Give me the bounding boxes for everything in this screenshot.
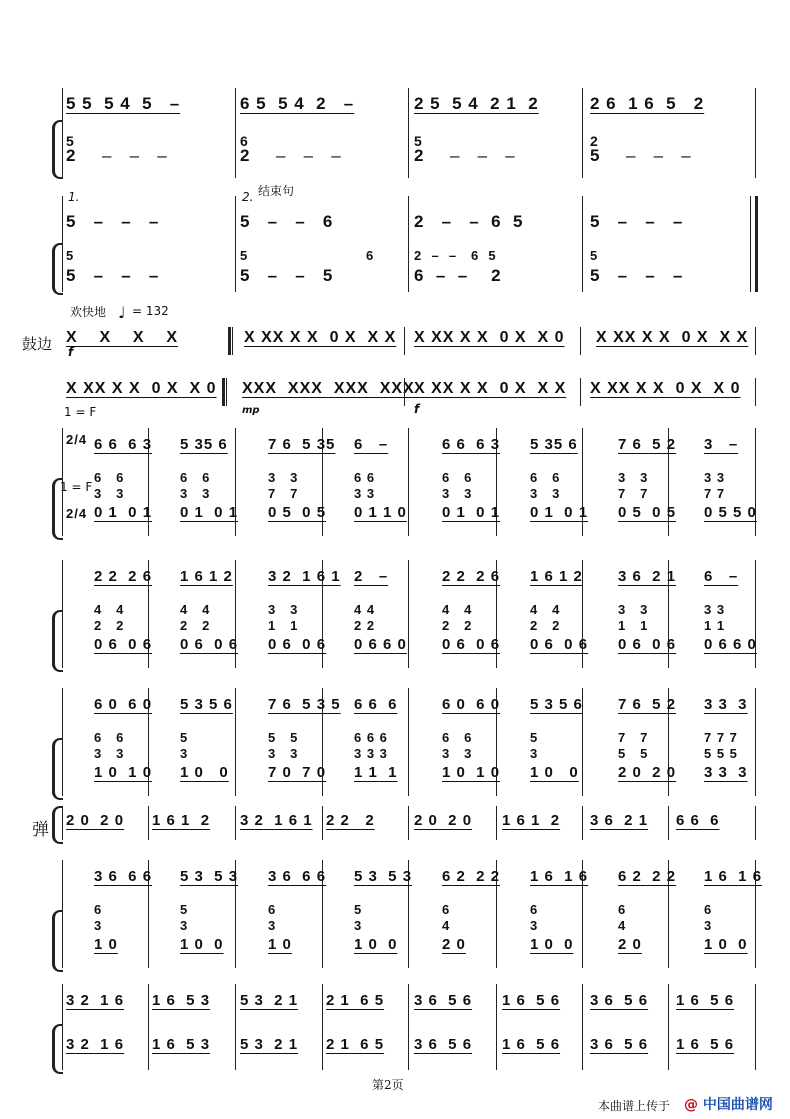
upper-measure: 5 35 6: [530, 436, 578, 453]
lower-bottom-note: 1 0 0: [180, 936, 224, 953]
upper-measure: 3 2 1 6 1: [268, 568, 341, 585]
lower-mid-note: 1 1: [618, 618, 649, 633]
upper-measure: 2 1 6 5: [326, 992, 385, 1009]
lower-measure: 3 2 1 6: [66, 1036, 125, 1053]
lower-top-note: 5: [530, 730, 539, 745]
lower-top-note: 5: [180, 902, 189, 917]
pluck-measure: 3 2 1 6 1: [240, 812, 313, 829]
bar-line: [408, 806, 409, 840]
upper-measure: 2 –: [354, 568, 389, 585]
lower-measure: 2 1 6 5: [326, 1036, 385, 1053]
bar-line: [235, 88, 236, 178]
drum-measure: X XX X X 0 X X X: [596, 329, 749, 346]
time-signature-lower: 2/4: [66, 506, 88, 521]
pluck-measure: 2 0 2 0: [414, 812, 473, 829]
upper-measure: 5 – – –: [66, 212, 160, 231]
upper-measure: 5 3 2 1: [240, 992, 299, 1009]
lower-bottom-note: 1 0: [94, 936, 118, 953]
system-brace: [52, 806, 63, 844]
lower-top-note: 3 3: [704, 602, 726, 617]
key-signature-a: 1 = F: [64, 405, 97, 419]
upper-measure: 5 35 6: [180, 436, 228, 453]
drum-label: 鼓边: [22, 335, 53, 353]
lower-top-note: 5: [180, 730, 189, 745]
drum-measure: X XX X X 0 X X X: [244, 329, 397, 346]
lower-top-note: 3 3: [268, 602, 299, 617]
bar-line: [408, 560, 409, 668]
lower-bottom-note: 2 0 2 0: [618, 764, 677, 781]
pluck-measure: 2 2 2: [326, 812, 375, 829]
lower-top-note: 3 3: [618, 470, 649, 485]
lower-bottom-note: 1 0 0: [354, 936, 398, 953]
bar-line: [755, 688, 756, 796]
bar-line: [235, 806, 236, 840]
lower-top-note: 6: [530, 902, 539, 917]
system-brace: [52, 243, 63, 295]
upper-measure: 6 0 6 0: [442, 696, 501, 713]
lower-bottom-note: 0 5 0 5: [618, 504, 677, 521]
lower-bottom-note: 1 0 1 0: [94, 764, 153, 781]
lower-mid-note: 3: [268, 918, 277, 933]
tempo-value: = 132: [132, 304, 169, 318]
bar-line: [750, 196, 751, 292]
lower-top-note: 3 3: [618, 602, 649, 617]
lower-mid-note: 3: [354, 918, 363, 933]
lower-bottom-note: 0 5 0 5: [268, 504, 327, 521]
lower-bottom-note: 0 6 0 6: [94, 636, 153, 653]
bar-line: [148, 984, 149, 1070]
upper-measure: 3 6 2 1: [618, 568, 677, 585]
lower-mid-note: 7 7: [704, 486, 726, 501]
bar-line: [322, 806, 323, 840]
lower-top-note: 6: [618, 902, 627, 917]
upper-measure: 2 2 2 6: [94, 568, 153, 585]
lower-bottom-note: 0 1 0 1: [530, 504, 589, 521]
lower-measure: 1 6 5 6: [676, 1036, 735, 1053]
bar-line: [235, 984, 236, 1070]
upper-measure: 6 2 2 2: [618, 868, 677, 885]
upper-measure: 6 6 6 3: [94, 436, 153, 453]
quarter-note-icon: ♩: [118, 303, 126, 322]
lower-bottom-note: 1 0 0: [180, 764, 229, 781]
lower-top-note: 6 6: [94, 470, 125, 485]
upper-measure: 1 6 5 3: [152, 992, 211, 1009]
lower-tail: – – –: [626, 146, 692, 165]
bar-line: [755, 88, 756, 178]
lower-bottom-note: 5 – – –: [66, 266, 160, 285]
site-logo: [684, 1094, 773, 1114]
upper-measure: 3 3 3: [704, 696, 748, 713]
drum-measure: X XX X X 0 X X X: [414, 380, 567, 397]
tempo-text: 欢快地: [70, 305, 107, 319]
lower-bottom-note: 1 0 0: [530, 764, 579, 781]
upper-measure: 3 6 5 6: [590, 992, 649, 1009]
upper-measure: 5 3 5 6: [530, 696, 583, 713]
lower-bottom-note: 0 6 0 6: [180, 636, 239, 653]
lower-top-note: 6 6: [354, 470, 376, 485]
bar-line: [408, 984, 409, 1070]
lower-mid-note: 7 7: [618, 486, 649, 501]
lower-bottom-note: 0 6 0 6: [442, 636, 501, 653]
lower-bottom-note: 0 1 0 1: [442, 504, 501, 521]
lower-top-note: 6: [442, 902, 451, 917]
lower-top-note: 6 6: [94, 730, 125, 745]
lower-mid-note: 3 3 3: [354, 746, 388, 761]
bar-line: [408, 428, 409, 536]
lower-top-note: 2 – – 6 5: [414, 248, 497, 263]
system-brace: [52, 910, 63, 972]
lower-mid-note: 3 3: [354, 486, 376, 501]
bar-line: [226, 378, 227, 406]
upper-measure: 3 –: [704, 436, 739, 453]
site-logo-text: 中国曲谱网: [702, 1097, 773, 1113]
bar-line: [755, 806, 756, 840]
bar-line: [582, 806, 583, 840]
upper-measure: 6 6 6: [354, 696, 398, 713]
lower-bottom-note: 0 6 0 6: [530, 636, 589, 653]
lower-tail: – – –: [276, 146, 342, 165]
pluck-measure: 2 0 2 0: [66, 812, 125, 829]
page-number: 第2页: [372, 1078, 404, 1092]
upper-measure: 2 – – 6 5: [414, 212, 524, 231]
upper-measure: 5 5 5 4 5 –: [66, 94, 181, 113]
upper-measure: 7 6 5 2: [618, 696, 677, 713]
lower-top-note: 6: [94, 902, 103, 917]
lower-mid-note: 2 2: [354, 618, 376, 633]
lower-top-note: 5 5: [268, 730, 299, 745]
lower-top-note: 5: [66, 133, 75, 149]
lower-bottom-note: 5 – – 5: [240, 266, 334, 285]
bar-line: [404, 327, 405, 355]
bar-line: [755, 378, 756, 406]
lower-top-note: 6: [240, 133, 249, 149]
lower-top-note: 6 6: [180, 470, 211, 485]
upper-measure: 1 6 1 6: [530, 868, 589, 885]
lower-mid-note: 3 3: [530, 486, 561, 501]
lower-top-note: 6: [268, 902, 277, 917]
lower-top-note: 4 4: [94, 602, 125, 617]
lower-mid-note: 3: [94, 918, 103, 933]
pluck-measure: 1 6 1 2: [502, 812, 561, 829]
lower-top-note: 5: [354, 902, 363, 917]
lower-bottom-note: 2 0: [618, 936, 642, 953]
system-brace: [52, 120, 63, 179]
lower-mid-note: 3 3: [180, 486, 211, 501]
lower-bottom-note: 2: [414, 146, 425, 165]
lower-bottom-note: 3 3 3: [704, 764, 748, 781]
lower-mid-note: 3 3: [94, 746, 125, 761]
lower-bottom-note: 0 6 6 0: [704, 636, 757, 653]
lower-top-note: 4 4: [354, 602, 376, 617]
lower-top-note: 6 6: [442, 730, 473, 745]
lower-top-note: 6 6: [442, 470, 473, 485]
logo-swirl-icon: @: [684, 1097, 698, 1113]
lower-top-note: 7 7 7: [704, 730, 738, 745]
lower-mid-note: 3: [180, 746, 189, 761]
lower-mid-note: 6: [366, 248, 375, 263]
lower-mid-note: 7 7: [268, 486, 299, 501]
lower-top-note: 7 7: [618, 730, 649, 745]
volta-1: 1.: [68, 190, 80, 204]
upper-measure: 3 6 6 6: [94, 868, 153, 885]
bar-line: [755, 984, 756, 1070]
system-brace: [52, 610, 63, 672]
lower-bottom-note: 6 – – 2: [414, 266, 502, 285]
drum-measure: X X X X: [66, 329, 179, 346]
upper-measure: 1 6 5 6: [676, 992, 735, 1009]
upper-measure: 1 6 1 2: [530, 568, 583, 585]
lower-mid-note: 3 3: [268, 746, 299, 761]
lower-top-note: 3 3: [704, 470, 726, 485]
upper-measure: 3 6 6 6: [268, 868, 327, 885]
bar-line: [755, 196, 758, 292]
lower-top-note: 4 4: [442, 602, 473, 617]
bar-line: [582, 196, 583, 292]
lower-bottom-note: 0 1 0 1: [94, 504, 153, 521]
pluck-measure: 6 6 6: [676, 812, 720, 829]
drum-measure: X XX X X 0 X X 0: [590, 380, 741, 397]
upper-measure: 5 3 5 3: [354, 868, 413, 885]
upper-measure: 1 6 1 2: [180, 568, 233, 585]
lower-mid-note: 3: [530, 918, 539, 933]
upper-measure: 6 6 6 3: [442, 436, 501, 453]
lower-bottom-note: 1 0 0: [704, 936, 748, 953]
lower-bottom-note: 0 6 0 6: [268, 636, 327, 653]
bar-line: [668, 806, 669, 840]
bar-line: [408, 88, 409, 178]
upper-measure: 7 6 5 2: [618, 436, 677, 453]
bar-line: [668, 984, 669, 1070]
pluck-measure: 3 6 2 1: [590, 812, 649, 829]
bar-line: [496, 806, 497, 840]
lower-bottom-note: 1 0 0: [530, 936, 574, 953]
lower-mid-note: 4: [442, 918, 451, 933]
lower-mid-note: 1 1: [704, 618, 726, 633]
upper-measure: 5 3 5 3: [180, 868, 239, 885]
pluck-label: 弹: [32, 820, 49, 840]
lower-bottom-note: 0 1 1 0: [354, 504, 407, 521]
upper-measure: 5 3 5 6: [180, 696, 233, 713]
key-signature-b: 1 = F: [60, 480, 93, 494]
lower-mid-note: 2 2: [94, 618, 125, 633]
bar-line: [580, 327, 581, 355]
upper-measure: 5 – – –: [590, 212, 684, 231]
dynamic-f: f: [68, 345, 74, 359]
time-signature: 2/4: [66, 432, 88, 447]
lower-top-note: 5: [590, 248, 599, 263]
bar-line: [496, 984, 497, 1070]
ending-phrase-label: 结束句: [258, 184, 295, 198]
lower-bottom-note: 1 0 1 0: [442, 764, 501, 781]
lower-top-note: 3 3: [268, 470, 299, 485]
dynamic-f-2: f: [414, 402, 420, 416]
lower-mid-note: 5 5 5: [704, 746, 738, 761]
lower-tail: – – –: [102, 146, 168, 165]
bar-line: [408, 196, 409, 292]
lower-bottom-note: 0 6 0 6: [618, 636, 677, 653]
bar-line: [232, 327, 233, 355]
upper-measure: 6 2 2 2: [442, 868, 501, 885]
bar-line: [755, 327, 756, 355]
system-brace: [52, 738, 63, 800]
lower-mid-note: 5 5: [618, 746, 649, 761]
lower-measure: 1 6 5 3: [152, 1036, 211, 1053]
lower-bottom-note: 7 0 7 0: [268, 764, 327, 781]
bar-line: [228, 327, 231, 355]
lower-bottom-note: 1 0: [268, 936, 292, 953]
lower-top-note: 2: [590, 133, 599, 149]
lower-top-note: 4 4: [180, 602, 211, 617]
pluck-measure: 1 6 1 2: [152, 812, 211, 829]
system-brace: [52, 1024, 63, 1074]
volta-2: 2.: [242, 190, 254, 204]
lower-mid-note: 2 2: [442, 618, 473, 633]
lower-bottom-note: 2: [66, 146, 77, 165]
bar-line: [582, 984, 583, 1070]
upper-measure: 3 6 5 6: [414, 992, 473, 1009]
lower-top-note: 5: [66, 248, 75, 263]
drum-measure: XXX XXX XXX XXX: [242, 380, 415, 397]
lower-top-note: 6 6 6: [354, 730, 388, 745]
lower-bottom-note: 0 6 6 0: [354, 636, 407, 653]
lower-bottom-note: 0 5 5 0: [704, 504, 757, 521]
upper-measure: 2 6 1 6 5 2: [590, 94, 705, 113]
lower-mid-note: 3: [180, 918, 189, 933]
upper-measure: 1 6 5 6: [502, 992, 561, 1009]
lower-top-note: 5: [240, 248, 249, 263]
upper-measure: 6 –: [704, 568, 739, 585]
lower-mid-note: 3: [530, 746, 539, 761]
bar-line: [235, 688, 236, 796]
bar-line: [408, 688, 409, 796]
lower-mid-note: 2 2: [180, 618, 211, 633]
lower-mid-note: 1 1: [268, 618, 299, 633]
lower-bottom-note: 0 1 0 1: [180, 504, 239, 521]
bar-line: [582, 88, 583, 178]
lower-mid-note: 3 3: [442, 486, 473, 501]
lower-bottom-note: 2 0: [442, 936, 466, 953]
upload-text: 本曲谱上传于: [598, 1099, 671, 1113]
bar-line: [222, 378, 225, 406]
upper-measure: 6 0 6 0: [94, 696, 153, 713]
upper-measure: 7 6 5 35: [268, 436, 336, 453]
lower-measure: 5 3 2 1: [240, 1036, 299, 1053]
drum-measure: X XX X X 0 X X 0: [66, 380, 217, 397]
upper-measure: 1 6 1 6: [704, 868, 763, 885]
lower-mid-note: 3 3: [94, 486, 125, 501]
upper-measure: 2 5 5 4 2 1 2: [414, 94, 539, 113]
lower-tail: – – –: [450, 146, 516, 165]
upper-measure: 2 2 2 6: [442, 568, 501, 585]
lower-top-note: 6: [704, 902, 713, 917]
lower-mid-note: 3: [704, 918, 713, 933]
bar-line: [235, 196, 236, 292]
lower-measure: 1 6 5 6: [502, 1036, 561, 1053]
lower-top-note: 4 4: [530, 602, 561, 617]
lower-bottom-note: 1 1 1: [354, 764, 398, 781]
lower-mid-note: 3 3: [442, 746, 473, 761]
upper-measure: 7 6 5 3 5: [268, 696, 341, 713]
upper-measure: 6 5 5 4 2 –: [240, 94, 355, 113]
lower-top-note: 5: [414, 133, 423, 149]
lower-top-note: 6 6: [530, 470, 561, 485]
upper-measure: 5 – – 6: [240, 212, 334, 231]
bar-line: [322, 984, 323, 1070]
lower-bottom-note: 2: [240, 146, 251, 165]
lower-measure: 3 6 5 6: [590, 1036, 649, 1053]
lower-mid-note: 4: [618, 918, 627, 933]
upper-measure: 6 –: [354, 436, 389, 453]
bar-line: [148, 806, 149, 840]
lower-measure: 3 6 5 6: [414, 1036, 473, 1053]
lower-bottom-note: 5: [590, 146, 601, 165]
lower-mid-note: 2 2: [530, 618, 561, 633]
upper-measure: 3 2 1 6: [66, 992, 125, 1009]
drum-measure: X XX X X 0 X X 0: [414, 329, 565, 346]
dynamic-mp: mp: [242, 405, 260, 416]
lower-bottom-note: 5 – – –: [590, 266, 684, 285]
bar-line: [580, 378, 581, 406]
